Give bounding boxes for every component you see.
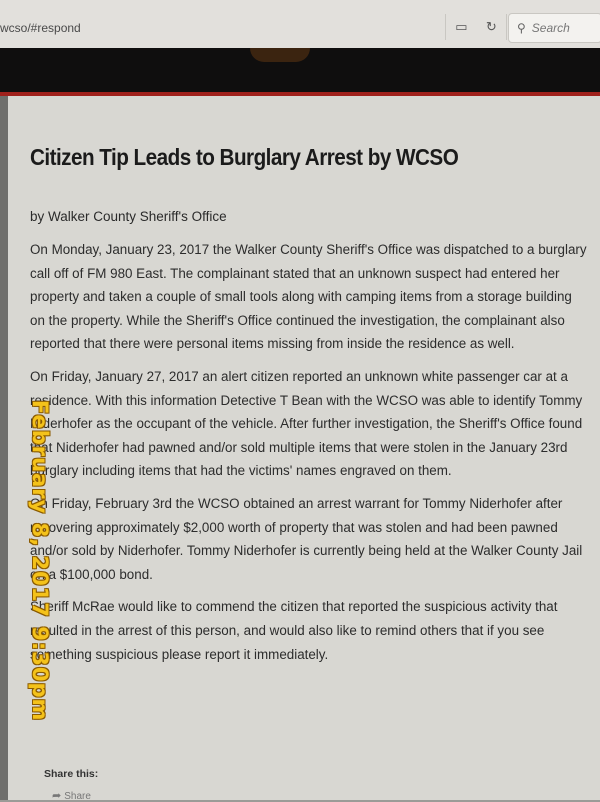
url-bar[interactable]: wcso/#respond — [0, 21, 81, 35]
toolbar-buttons — [445, 14, 507, 40]
share-label: Share this: — [44, 768, 99, 780]
share-arrow-icon: ➦ — [52, 790, 62, 802]
reload-icon[interactable]: ↻ — [485, 19, 497, 34]
page-edge — [0, 96, 8, 800]
share-button[interactable] — [52, 789, 91, 802]
article-paragraph: On Friday, January 27, 2017 an alert citizen reported an unknown white passenger car at a residence. With this information Detective T Bean with the WCSO was able to identify Tommy Niderhofer as the occupant of the vehicle. After further investigation, the Sheriff's Office found that Niderhofer had pawned and/or sold multiple items that were stolen in the January 23rd burglary including items that had the victims' names engraved on them. — [30, 368, 583, 479]
date-stamp: February 8, 2017 9:30pm — [28, 400, 52, 722]
article — [30, 144, 590, 666]
article-paragraph: On Friday, February 3rd the WCSO obtained an arrest warrant for Tommy Niderhofer after recovering approximately $2,000 worth of property that was stolen and had been pawned and/or sold by Niderhofer. Tommy Niderhofer is currently being held at the Walker County Jail on a $100,000 bond. — [30, 495, 583, 582]
article-page — [8, 96, 600, 800]
article-paragraph: Sheriff McRae would like to commend the citizen that reported the suspicious activity that resulted in the arrest of this person, and would also like to remind others that if you see something suspicious please report it immediately. — [30, 599, 558, 662]
browser-toolbar — [0, 0, 600, 49]
site-header — [0, 48, 600, 92]
article-paragraph: On Monday, January 23, 2017 the Walker County Sheriff's Office was dispatched to a burglary call off of FM 980 East. The complainant stated that an unknown suspect had entered her property and taken a couple of small tools along with camping items from a storage building on the property. While the Sheriff's Office continued the investigation, the complainant also reported that there were personal items missing from inside the residence as well. — [30, 242, 587, 352]
article-byline: by Walker County Sheriff's Office — [30, 209, 227, 224]
reader-view-icon[interactable]: ▭ — [455, 19, 468, 34]
article-title: Citizen Tip Leads to Burglary Arrest by WCSO — [30, 144, 459, 170]
search-placeholder: Search — [531, 21, 570, 35]
search-input[interactable] — [508, 13, 600, 43]
search-icon: ⚲ — [517, 21, 526, 35]
share-button-label: Share — [64, 791, 91, 802]
header-logo-accent — [250, 48, 310, 62]
